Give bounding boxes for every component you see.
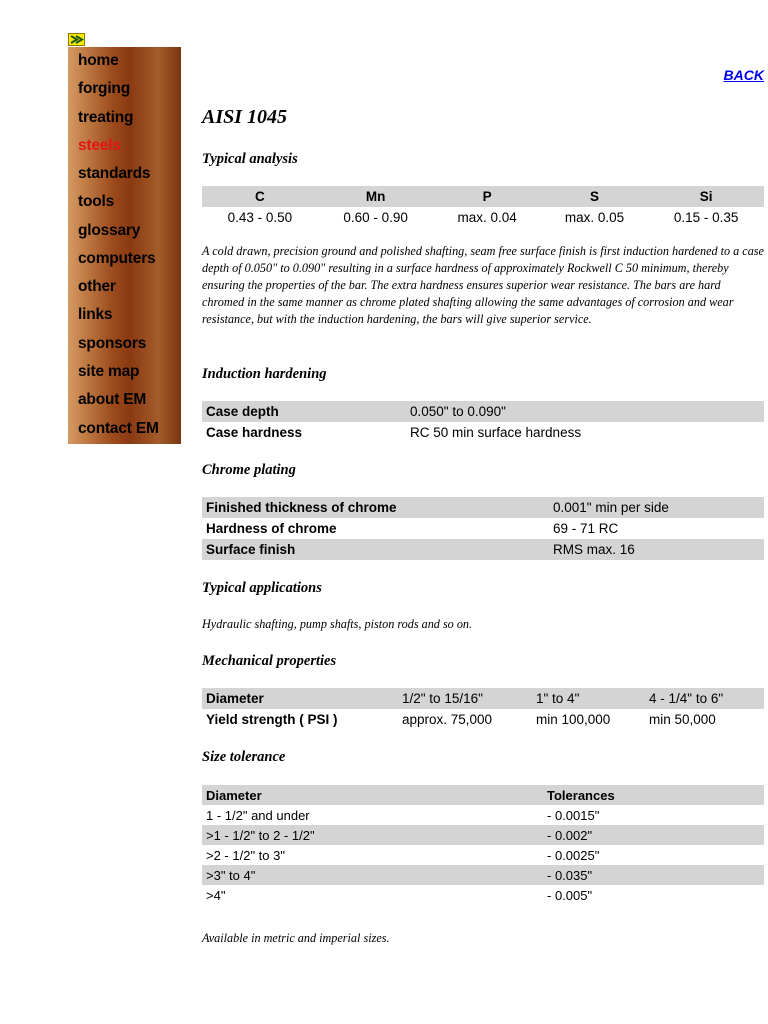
mechanical-table — [202, 688, 764, 730]
mechanical-value: 4 - 1/4" to 6" — [649, 691, 724, 706]
mechanical-label: Yield strength ( PSI ) — [206, 712, 338, 727]
tolerance-value: - 0.0015" — [547, 807, 600, 823]
analysis-value-c: 0.43 - 0.50 — [227, 210, 293, 225]
tolerance-diameter: >4" — [206, 887, 226, 903]
induction-table — [202, 401, 764, 443]
mechanical-value: approx. 75,000 — [402, 712, 493, 727]
tolerance-diameter: >1 - 1/2" to 2 - 1/2" — [206, 827, 315, 843]
chrome-label: Surface finish — [206, 542, 296, 557]
page-title: AISI 1045 — [202, 106, 288, 128]
nav-item-home[interactable]: home — [78, 52, 119, 69]
mechanical-value: 1/2" to 15/16" — [402, 691, 483, 706]
chrome-heading: Chrome plating — [202, 462, 296, 478]
nav-item-about-em[interactable]: about EM — [78, 391, 147, 408]
nav-item-steels[interactable]: steels — [78, 137, 121, 154]
analysis-value-p: max. 0.04 — [457, 210, 517, 225]
nav-item-contact-em[interactable]: contact EM — [78, 420, 159, 437]
tolerance-value: - 0.002" — [547, 827, 593, 843]
description-paragraph: A cold drawn, precision ground and polished shafting, seam free surface finish is first induction hardened to a case depth of 0.050" to 0.090" resulting in a surface hardness of approximately Rockwell C 50 minimum, thereby ensuring the properties of the bar. The extra hardness ensures superior wear resistance. The bars are hard chromed in the same manner as chrome plated shafting allowing the same advantages of corrosion and wear resistance, but with the induction hardening, the bars will give superior service. — [202, 244, 764, 326]
tolerance-value: - 0.035" — [547, 867, 593, 883]
induction-heading: Induction hardening — [202, 366, 327, 382]
nav-item-tools[interactable]: tools — [78, 193, 115, 210]
analysis-value-mn: 0.60 - 0.90 — [343, 210, 408, 225]
applications-text: Hydraulic shafting, pump shafts, piston rods and so on. — [202, 617, 473, 631]
chrome-value: 69 - 71 RC — [553, 521, 619, 536]
induction-value: RC 50 min surface hardness — [410, 425, 582, 440]
analysis-header-p: P — [482, 189, 492, 204]
nav-item-standards[interactable]: standards — [78, 165, 151, 182]
nav-item-site-map[interactable]: site map — [78, 363, 140, 380]
tolerance-header-diameter: Diameter — [206, 787, 262, 803]
analysis-header-s: S — [590, 189, 600, 204]
analysis-table — [202, 186, 764, 228]
analysis-value-si: 0.15 - 0.35 — [673, 210, 739, 225]
analysis-header-mn: Mn — [365, 189, 386, 204]
nav-item-forging[interactable]: forging — [78, 80, 130, 97]
nav-item-sponsors[interactable]: sponsors — [78, 335, 147, 352]
nav-item-glossary[interactable]: glossary — [78, 222, 141, 239]
nav-item-treating[interactable]: treating — [78, 109, 134, 126]
chrome-label: Hardness of chrome — [206, 521, 337, 536]
chrome-table — [202, 497, 764, 560]
arrow-right-icon — [68, 33, 85, 46]
tolerance-value: - 0.0025" — [547, 847, 600, 863]
tolerance-header-tolerances: Tolerances — [547, 787, 615, 803]
mechanical-value: min 50,000 — [649, 712, 716, 727]
mechanical-heading: Mechanical properties — [202, 653, 337, 669]
applications-heading: Typical applications — [202, 580, 322, 596]
tolerance-diameter: >2 - 1/2" to 3" — [206, 847, 285, 863]
tolerance-table — [202, 785, 764, 905]
chrome-value: 0.001" min per side — [553, 500, 669, 515]
footer-note: Available in metric and imperial sizes. — [202, 931, 390, 945]
sidebar-nav — [68, 47, 181, 444]
mechanical-value: min 100,000 — [536, 712, 611, 727]
typical-analysis-heading: Typical analysis — [202, 151, 298, 167]
tolerance-diameter: >3" to 4" — [206, 867, 256, 883]
induction-value: 0.050" to 0.090" — [410, 404, 506, 419]
chrome-label: Finished thickness of chrome — [206, 500, 397, 515]
tolerance-diameter: 1 - 1/2" and under — [206, 807, 310, 823]
mechanical-label: Diameter — [206, 691, 264, 706]
back-link[interactable]: BACK — [723, 67, 764, 83]
nav-item-other[interactable]: other — [78, 278, 116, 295]
chrome-value: RMS max. 16 — [553, 542, 635, 557]
induction-label: Case hardness — [206, 425, 303, 440]
analysis-value-s: max. 0.05 — [564, 210, 625, 225]
analysis-header-si: Si — [699, 189, 713, 204]
nav-item-links[interactable]: links — [78, 306, 113, 323]
nav-item-computers[interactable]: computers — [78, 250, 156, 267]
tolerance-value: - 0.005" — [547, 887, 593, 903]
tolerance-heading: Size tolerance — [202, 749, 286, 765]
mechanical-value: 1" to 4" — [536, 691, 580, 706]
induction-label: Case depth — [206, 404, 279, 419]
analysis-header-c: C — [255, 189, 265, 204]
